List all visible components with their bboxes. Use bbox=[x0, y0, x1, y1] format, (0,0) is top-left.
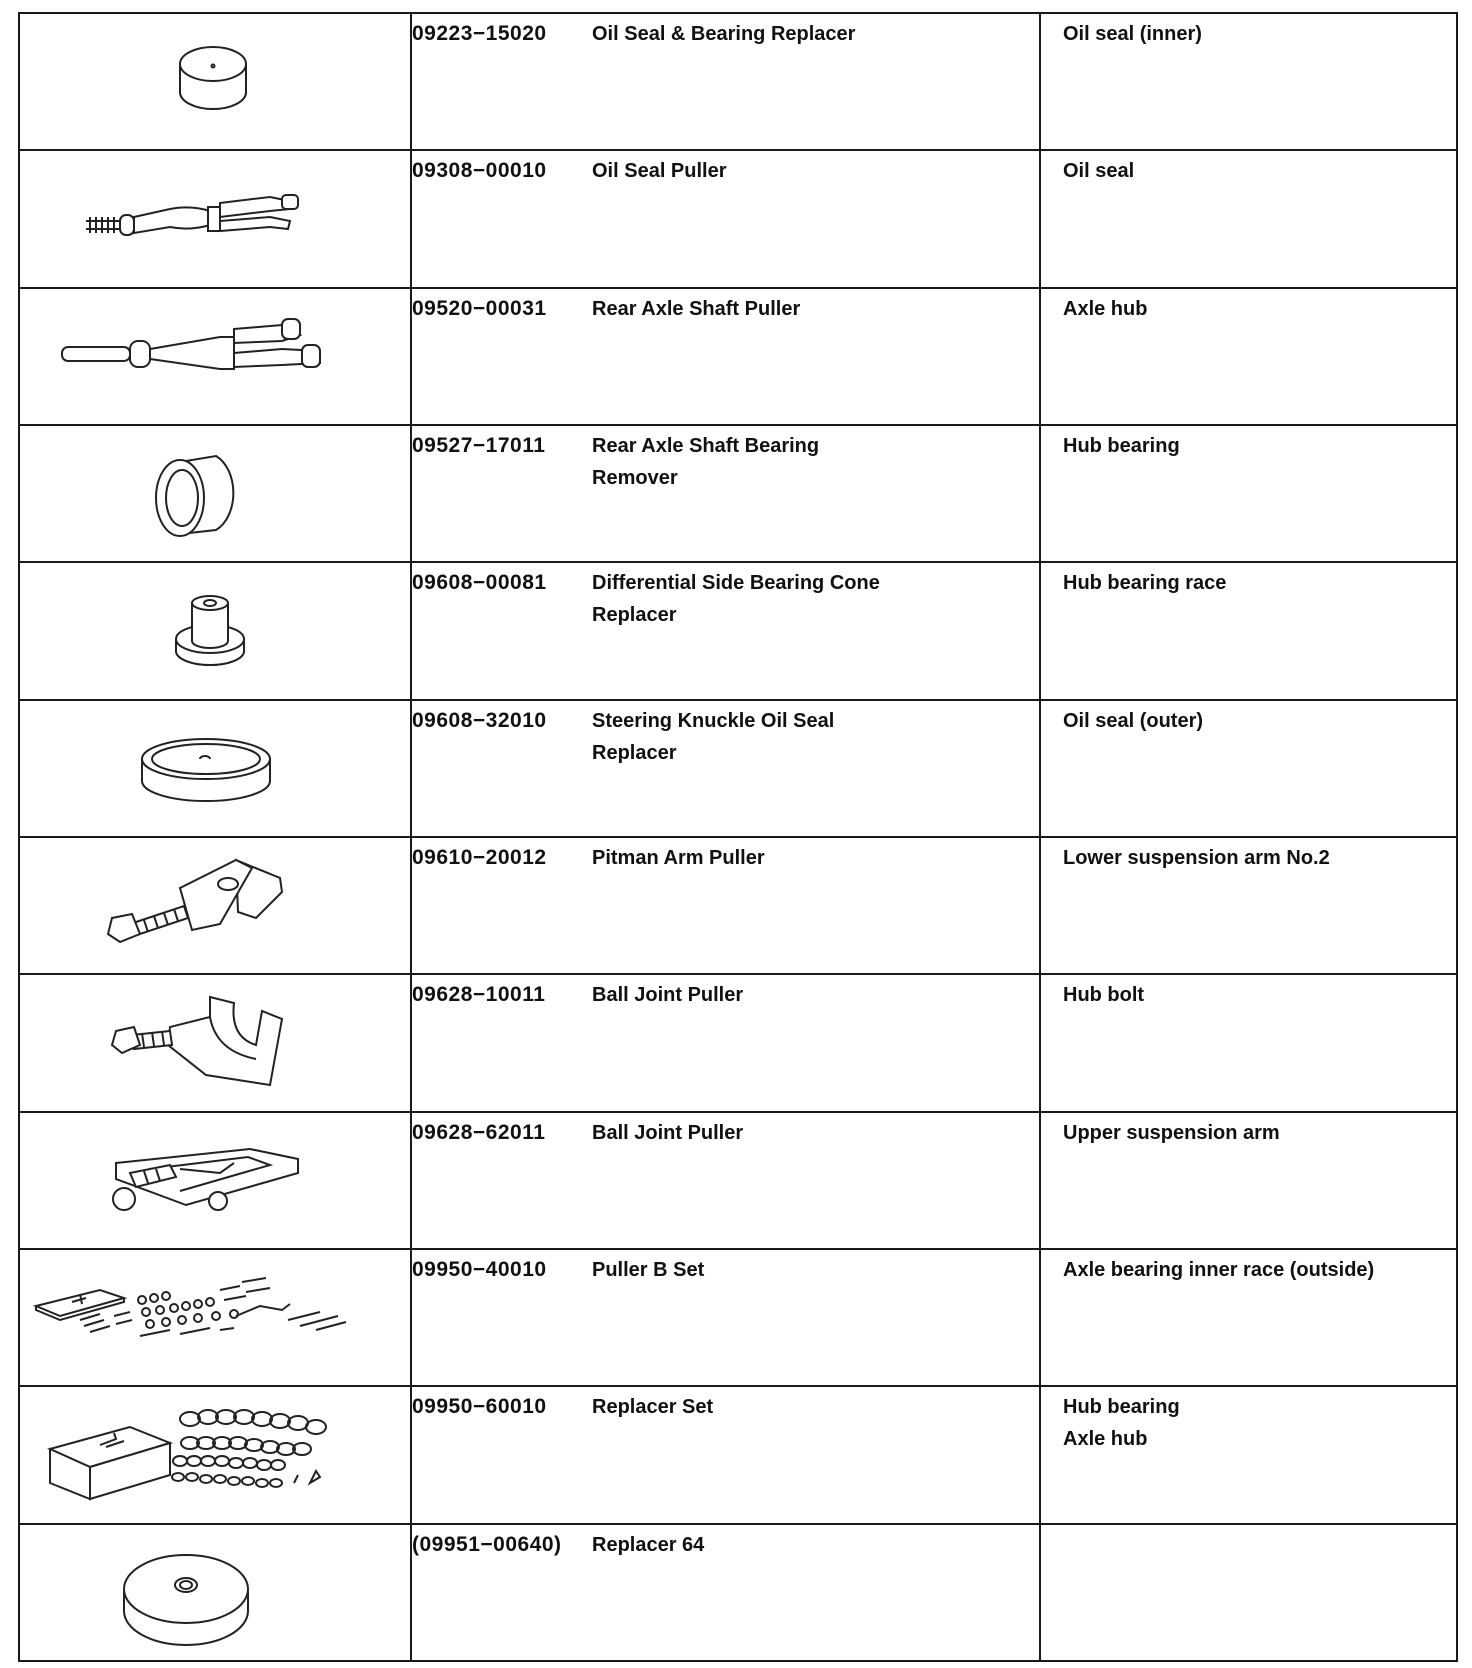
ball-joint-puller-2-icon bbox=[20, 1113, 410, 1247]
part-number: 09223−15020 bbox=[412, 22, 547, 45]
bearing-cone-replacer-icon bbox=[20, 563, 410, 697]
tool-use: Axle hub bbox=[1063, 297, 1148, 320]
part-number: 09608−32010 bbox=[412, 708, 547, 732]
puller-set-icon bbox=[20, 1250, 410, 1384]
table-row bbox=[19, 974, 1457, 1111]
tool-name: Oil Seal Puller bbox=[592, 160, 727, 183]
knuckle-seal-replacer-icon bbox=[20, 701, 410, 835]
pitman-arm-puller-icon bbox=[20, 838, 410, 972]
tool-name: Ball Joint Puller bbox=[592, 984, 744, 1007]
special-tools-table bbox=[18, 12, 1458, 1662]
tool-use: Upper suspension arm bbox=[1063, 1121, 1280, 1144]
part-number: 09628−62011 bbox=[412, 1120, 546, 1144]
bearing-remover-icon bbox=[20, 426, 410, 560]
table-row bbox=[19, 1112, 1457, 1249]
table-row bbox=[19, 288, 1457, 425]
tool-name: Replacer 64 bbox=[592, 1533, 705, 1556]
table-row bbox=[19, 13, 1457, 150]
part-number: 09527−17011 bbox=[412, 433, 546, 457]
part-number: 09950−60010 bbox=[412, 1395, 547, 1419]
part-number: 09520−00031 bbox=[412, 296, 547, 320]
tool-name: Replacer Set bbox=[592, 1396, 714, 1419]
part-number: 09308−00010 bbox=[412, 159, 547, 183]
table-row bbox=[19, 562, 1457, 699]
table-row bbox=[19, 1524, 1457, 1661]
tool-use: Oil seal bbox=[1063, 160, 1135, 183]
tool-use: Oil seal (inner) bbox=[1063, 23, 1202, 45]
table-row bbox=[19, 150, 1457, 287]
table-row bbox=[19, 837, 1457, 974]
tool-name: Ball Joint Puller bbox=[592, 1121, 744, 1144]
axle-shaft-puller-icon bbox=[20, 289, 410, 423]
part-number: 09628−10011 bbox=[412, 983, 546, 1007]
tool-use: Oil seal (outer) bbox=[1063, 709, 1204, 732]
tool-name: Puller B Set bbox=[592, 1258, 705, 1281]
table-row bbox=[19, 1386, 1457, 1523]
part-number: 09610−20012 bbox=[412, 845, 547, 869]
tool-use: Lower suspension arm No.2 bbox=[1063, 846, 1330, 869]
part-number: (09951−00640) bbox=[412, 1532, 562, 1556]
ball-joint-puller-icon bbox=[20, 975, 410, 1109]
tool-name: Differential Side Bearing Cone Replacer bbox=[592, 572, 880, 627]
tool-name: Oil Seal & Bearing Replacer bbox=[592, 23, 856, 45]
part-number: 09608−00081 bbox=[412, 571, 547, 595]
oil-seal-puller-icon bbox=[20, 151, 410, 285]
tool-name: Rear Axle Shaft Puller bbox=[592, 297, 801, 320]
table-row bbox=[19, 425, 1457, 562]
seal-bearing-replacer-icon bbox=[20, 14, 410, 148]
tool-name: Pitman Arm Puller bbox=[592, 846, 765, 869]
tool-name: Steering Knuckle Oil Seal Replacer bbox=[592, 709, 835, 764]
tool-use bbox=[1041, 1525, 1456, 1529]
table-row bbox=[19, 1249, 1457, 1386]
tool-use: Hub bolt bbox=[1063, 984, 1145, 1007]
part-number: 09950−40010 bbox=[412, 1257, 547, 1281]
tool-use: Hub bearing bbox=[1063, 434, 1180, 457]
tool-use: Axle bearing inner race (outside) bbox=[1063, 1258, 1375, 1281]
tool-use: Hub bearing Axle hub bbox=[1063, 1396, 1180, 1451]
tool-name: Rear Axle Shaft Bearing Remover bbox=[592, 434, 820, 489]
replacer-set-icon bbox=[20, 1387, 410, 1521]
table-row bbox=[19, 700, 1457, 837]
tool-use: Hub bearing race bbox=[1063, 572, 1227, 595]
replacer-disc-icon bbox=[20, 1525, 410, 1659]
